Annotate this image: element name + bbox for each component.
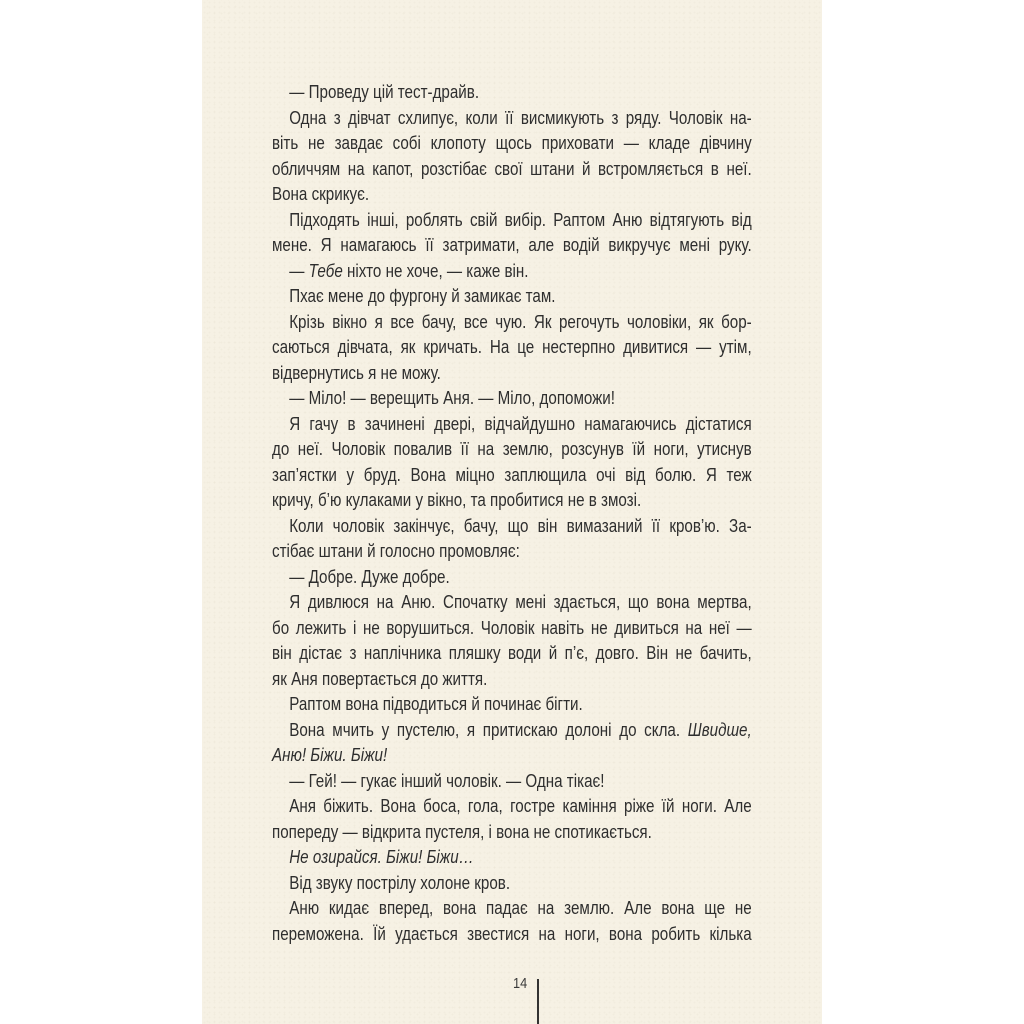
italic-text-line: Не озирайся. Біжи! Біжи… bbox=[289, 846, 474, 867]
text-line: попереду — відкрита пустеля, і вона не спотикається. bbox=[272, 820, 652, 842]
text-line: до неї. Чоловік повалив її на землю, розсунув їй ноги, утиснув bbox=[272, 438, 752, 459]
text-line: бо лежить і не ворушиться. Чоловік навіть не дивиться на неї — bbox=[272, 616, 752, 638]
text-line: — Добре. Дуже добре. bbox=[289, 565, 450, 587]
text-line: переможена. Їй удається звестися на ноги, вона робить кілька bbox=[272, 922, 752, 944]
text-line: Від звуку пострілу холоне кров. bbox=[289, 871, 511, 893]
text-segment: — bbox=[289, 259, 309, 281]
text-segment: Вона мчить у пустелю, я притискаю долоні до скла. bbox=[289, 718, 688, 740]
italic-text-line: Аню! Біжи. Біжи! bbox=[272, 744, 388, 765]
page-number: 14 bbox=[513, 975, 528, 992]
text-line: обличчям на капот, розстібає свої штани й встромляється в неї. bbox=[272, 157, 752, 179]
text-line: Одна з дівчат схлипує, коли її висмикують з ряду. Чоловік на- bbox=[289, 106, 752, 128]
page-body-text bbox=[272, 79, 752, 946]
text-line: саються дівчата, як кричать. На це нестерпно дивитися — утім, bbox=[272, 336, 752, 357]
text-line: — Міло! — верещить Аня. — Міло, допоможи! bbox=[289, 387, 616, 408]
text-line: стібає штани й голосно промовляє: bbox=[272, 540, 520, 561]
text-line: зап’ястки у бруд. Вона міцно заплющила очі від болю. Я теж bbox=[272, 463, 752, 485]
text-line: — Проведу цій тест-драйв. bbox=[289, 81, 480, 102]
text-segment: ніхто не хоче, — каже він. bbox=[342, 259, 529, 281]
italic-text-segment: Тебе bbox=[308, 259, 343, 281]
text-line: Я дивлюся на Аню. Спочатку мені здається, що вона мертва, bbox=[289, 591, 752, 612]
text-line: відвернутись я не можу. bbox=[272, 361, 441, 383]
text-line bbox=[272, 717, 752, 743]
text-line: Крізь вікно я все бачу, все чую. Як регочуть чоловіки, як бор- bbox=[289, 310, 752, 332]
text-line: він дістає з наплічника пляшку води й п’є, довго. Він не бачить, bbox=[272, 642, 752, 663]
text-line: Вона скрикує. bbox=[272, 183, 370, 204]
italic-text-segment: Швидше, bbox=[687, 718, 752, 740]
text-line: Аня біжить. Вона боса, гола, гостре каміння ріже їй ноги. Але bbox=[289, 795, 752, 816]
text-line: Я гачу в зачинені двері, відчайдушно намагаючись дістатися bbox=[289, 412, 752, 434]
text-line bbox=[272, 258, 752, 284]
text-line: як Аня повертається до життя. bbox=[272, 667, 488, 689]
text-line: Підходять інші, роблять свій вибір. Раптом Аню відтягують від bbox=[289, 208, 752, 230]
text-line: Пхає мене до фургону й замикає там. bbox=[289, 285, 556, 306]
text-line: мене. Я намагаюсь її затримати, але водій викручує мені руку. bbox=[272, 234, 752, 255]
text-line: Раптом вона підводиться й починає бігти. bbox=[289, 693, 583, 714]
text-line: Аню кидає вперед, вона падає на землю. Але вона ще не bbox=[289, 897, 752, 918]
book-page bbox=[202, 0, 822, 1024]
text-line: віть не завдає собі клопоту щось приховати — кладе дівчину bbox=[272, 132, 752, 153]
page-number-rule bbox=[537, 979, 539, 1024]
text-line: — Гей! — гукає інший чоловік. — Одна тікає! bbox=[289, 769, 605, 791]
text-line: кричу, б’ю кулаками у вікно, та пробитися не в змозі. bbox=[272, 489, 642, 510]
text-line: Коли чоловік закінчує, бачу, що він вимазаний її кров’ю. За- bbox=[289, 514, 752, 536]
